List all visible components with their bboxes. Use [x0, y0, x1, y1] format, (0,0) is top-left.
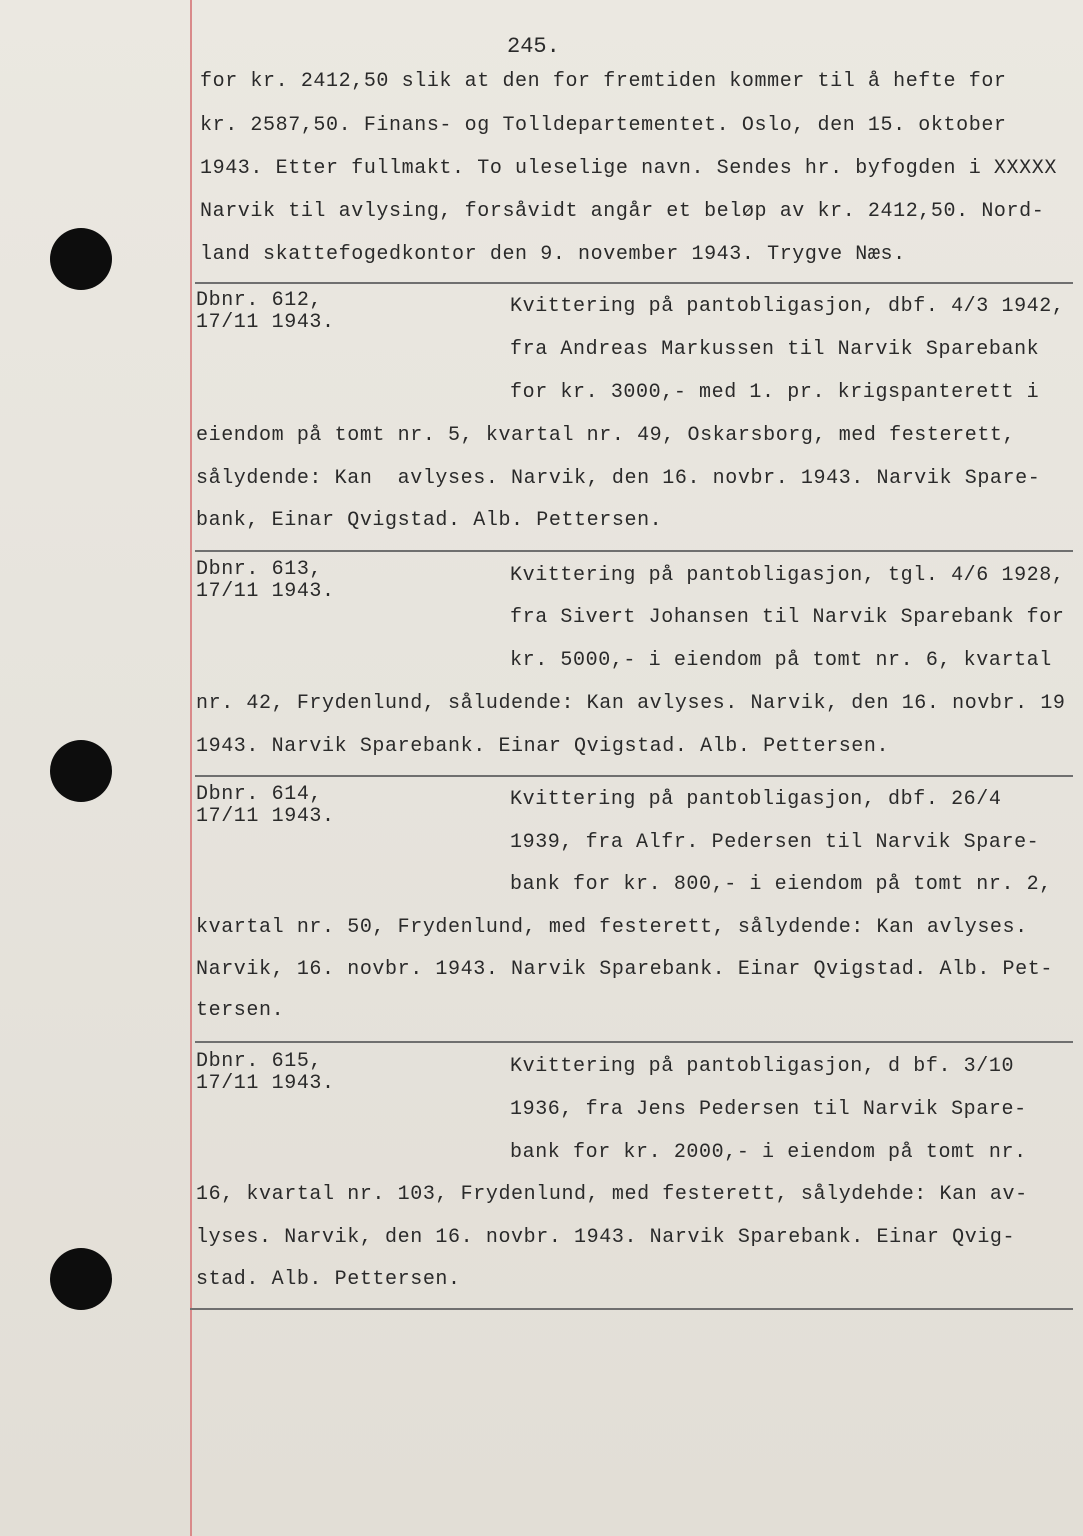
entry-line: 1939, fra Alfr. Pedersen til Narvik Spare- [510, 831, 1040, 854]
intro-line: land skattefogedkontor den 9. november 1943. Trygve Næs. [200, 243, 906, 266]
entry-line: tersen. [196, 999, 285, 1022]
binder-hole-icon [50, 740, 112, 802]
entry-divider [195, 775, 1073, 777]
binder-hole-icon [50, 1248, 112, 1310]
entry-line: Narvik, 16. novbr. 1943. Narvik Sparebank. Einar Qvigstad. Alb. Pet- [196, 958, 1053, 981]
entry-line: bank for kr. 2000,- i eiendom på tomt nr. [510, 1141, 1027, 1164]
entry-dbnr: Dbnr. 613, [196, 558, 323, 581]
entry-dbnr: Dbnr. 615, [196, 1050, 323, 1073]
entry-date: 17/11 1943. [196, 580, 335, 603]
entry-divider [195, 1041, 1073, 1043]
entry-line: 1943. Narvik Sparebank. Einar Qvigstad. Alb. Pettersen. [196, 735, 890, 758]
entry-line: fra Andreas Markussen til Narvik Sparebank [510, 338, 1040, 361]
entry-divider [195, 550, 1073, 552]
entry-line: eiendom på tomt nr. 5, kvartal nr. 49, Oskarsborg, med festerett, [196, 424, 1016, 447]
entry-divider [190, 1308, 1073, 1310]
entry-line: Kvittering på pantobligasjon, tgl. 4/6 1928, [510, 564, 1065, 587]
entry-date: 17/11 1943. [196, 311, 335, 334]
entry-line: lyses. Narvik, den 16. novbr. 1943. Narvik Sparebank. Einar Qvig- [196, 1226, 1016, 1249]
red-margin-line [190, 0, 192, 1536]
entry-line: 16, kvartal nr. 103, Frydenlund, med festerett, sålydehde: Kan av- [196, 1183, 1028, 1206]
intro-line: kr. 2587,50. Finans- og Tolldepartementet. Oslo, den 15. oktober [200, 114, 1007, 137]
entry-line: Kvittering på pantobligasjon, dbf. 26/4 [510, 788, 1002, 811]
entry-date: 17/11 1943. [196, 805, 335, 828]
entry-date: 17/11 1943. [196, 1072, 335, 1095]
entry-dbnr: Dbnr. 612, [196, 289, 323, 312]
binder-hole-icon [50, 228, 112, 290]
entry-divider [195, 282, 1073, 284]
entry-line: sålydende: Kan avlyses. Narvik, den 16. novbr. 1943. Narvik Spare- [196, 467, 1041, 490]
entry-line: Kvittering på pantobligasjon, dbf. 4/3 1942, [510, 295, 1065, 318]
entry-line: bank, Einar Qvigstad. Alb. Pettersen. [196, 509, 663, 532]
entry-line: Kvittering på pantobligasjon, d bf. 3/10 [510, 1055, 1015, 1078]
entry-line: kvartal nr. 50, Frydenlund, med festerett, sålydende: Kan avlyses. [196, 916, 1028, 939]
entry-line: bank for kr. 800,- i eiendom på tomt nr. 2, [510, 873, 1052, 896]
entry-dbnr: Dbnr. 614, [196, 783, 323, 806]
entry-line: 1936, fra Jens Pedersen til Narvik Spare- [510, 1098, 1027, 1121]
entry-line: kr. 5000,- i eiendom på tomt nr. 6, kvartal [510, 649, 1052, 672]
entry-line: for kr. 3000,- med 1. pr. krigspanterett i [510, 381, 1040, 404]
entry-line: stad. Alb. Pettersen. [196, 1268, 461, 1291]
page-number: 245. [507, 34, 560, 59]
intro-line: 1943. Etter fullmakt. To uleselige navn. Sendes hr. byfogden i XXXXX [200, 157, 1057, 180]
entry-line: nr. 42, Frydenlund, såludende: Kan avlyses. Narvik, den 16. novbr. 19 [196, 692, 1066, 715]
intro-line: for kr. 2412,50 slik at den for fremtiden kommer til å hefte for [200, 70, 1007, 93]
intro-line: Narvik til avlysing, forsåvidt angår et beløp av kr. 2412,50. Nord- [200, 200, 1045, 223]
entry-line: fra Sivert Johansen til Narvik Sparebank for [510, 606, 1065, 629]
